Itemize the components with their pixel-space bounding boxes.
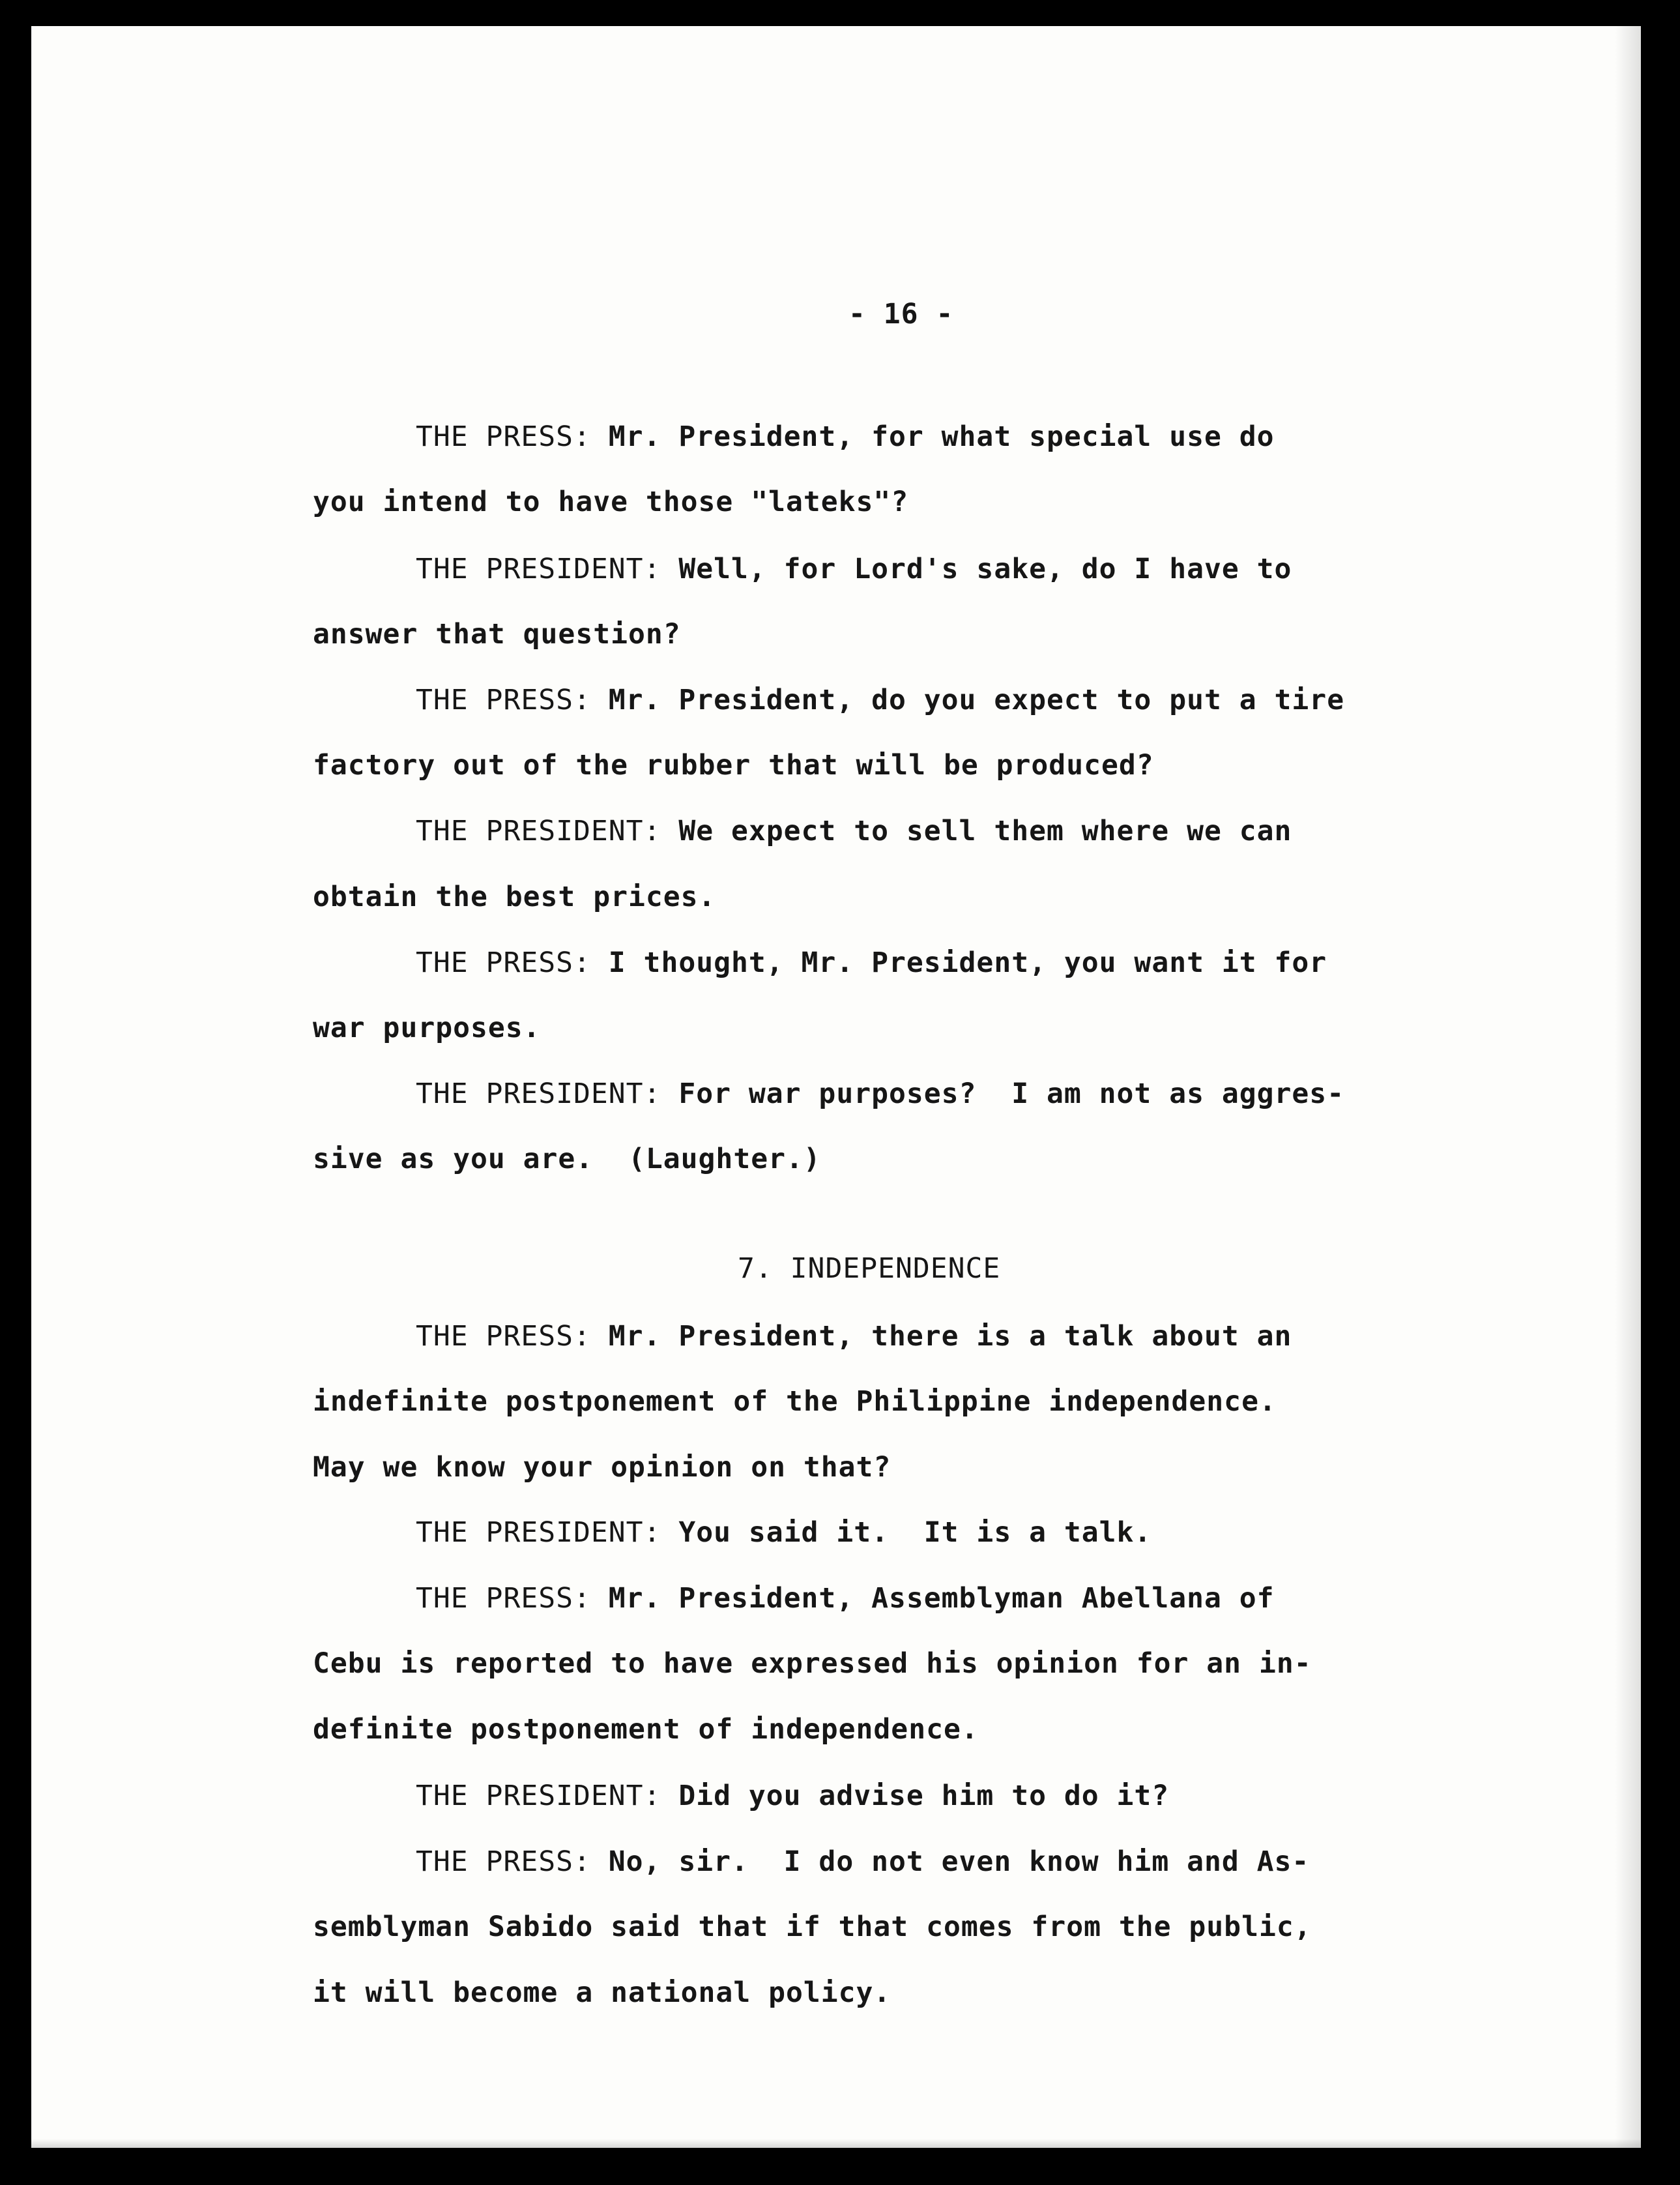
speaker-label: THE PRESIDENT: [416,1516,661,1549]
scan-edge-shadow [1615,26,1641,2148]
dialogue-line: sive as you are. (Laughter.) [313,1143,821,1175]
dialogue-line: semblyman Sabido said that if that comes from the public, [313,1911,1312,1943]
dialogue-text: Mr. President, Assemblyman Abellana of [590,1582,1275,1615]
speaker-label: THE PRESIDENT: [416,1780,661,1812]
page-number: - 16 - [848,298,954,330]
speaker-label: THE PRESS: [416,684,591,716]
dialogue-line: answer that question? [313,618,681,651]
dialogue-line: you intend to have those "lateks"? [313,486,909,518]
paragraph-first-line [416,417,1275,456]
paragraph-first-line [416,1317,1292,1356]
dialogue-text: Well, for Lord's sake, do I have to [661,553,1292,585]
dialogue-text: I thought, Mr. President, you want it for [590,946,1327,979]
speaker-label: THE PRESS: [416,1845,591,1878]
speaker-label: THE PRESS: [416,1582,591,1615]
dialogue-line: Cebu is reported to have expressed his opinion for an in- [313,1647,1312,1680]
dialogue-text: No, sir. I do not even know him and As- [590,1845,1310,1878]
paragraph-first-line [416,681,1344,720]
paragraph-first-line [416,943,1327,982]
dialogue-line: factory out of the rubber that will be produced? [313,749,1154,782]
paragraph-first-line [416,1579,1275,1618]
dialogue-line: war purposes. [313,1012,541,1044]
scan-bottom-shadow [31,2139,1641,2148]
section-heading: 7. INDEPENDENCE [738,1252,1001,1285]
dialogue-text: Did you advise him to do it? [661,1780,1170,1812]
dialogue-line: it will become a national policy. [313,1976,891,2009]
paragraph-first-line [416,1513,1151,1552]
speaker-label: THE PRESIDENT: [416,815,661,847]
speaker-label: THE PRESIDENT: [416,1078,661,1110]
speaker-label: THE PRESIDENT: [416,553,661,585]
speaker-label: THE PRESS: [416,420,591,453]
paragraph-first-line [416,550,1292,589]
dialogue-text: For war purposes? I am not as aggres- [661,1078,1345,1110]
speaker-label: THE PRESS: [416,1320,591,1353]
speaker-label: THE PRESS: [416,946,591,979]
paragraph-first-line [416,1776,1169,1815]
dialogue-text: Mr. President, do you expect to put a tire [590,684,1345,716]
dialogue-line: May we know your opinion on that? [313,1451,891,1484]
document-page [31,26,1641,2148]
dialogue-text: Mr. President, there is a talk about an [590,1320,1292,1353]
dialogue-text: Mr. President, for what special use do [590,420,1275,453]
dialogue-line: definite postponement of independence. [313,1713,979,1746]
dialogue-text: You said it. It is a talk. [661,1516,1152,1549]
dialogue-line: obtain the best prices. [313,881,716,913]
dialogue-text: We expect to sell them where we can [661,815,1292,847]
paragraph-first-line [416,1842,1309,1881]
paragraph-first-line [416,812,1292,851]
dialogue-line: indefinite postponement of the Philippine independence. [313,1385,1277,1418]
paragraph-first-line [416,1074,1344,1113]
